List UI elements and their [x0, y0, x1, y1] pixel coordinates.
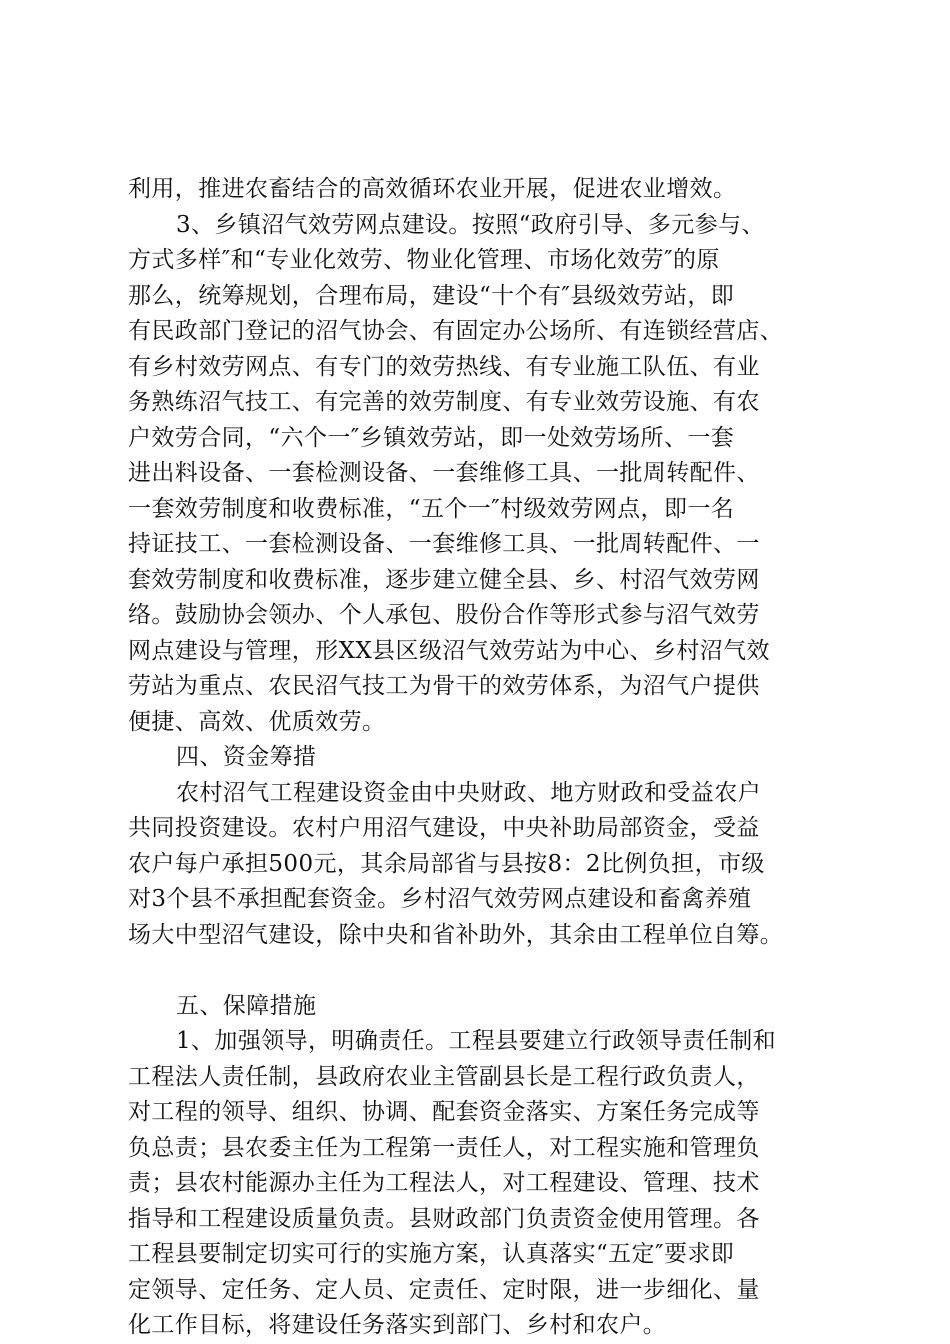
text-line: 那么，统筹规划，合理布局，建设“十个有″县级效劳站，即	[128, 282, 735, 309]
paragraph-spacer	[128, 953, 828, 989]
text-line: 场大中型沼气建设，除中央和省补助外，其余由工程单位自筹。	[128, 921, 784, 948]
section-heading: 五、保障措施	[176, 992, 317, 1019]
text-line: 对3个县不承担配套资金。乡村沼气效劳网点建设和畜禽养殖	[128, 886, 752, 912]
text-line: 农户每户承担500元，其余局部省与县按8：2比例负担，市级	[128, 850, 765, 877]
text-line: 套效劳制度和收费标准，逐步建立健全县、乡、村沼气效劳网	[128, 566, 760, 593]
text-line: 共同投资建设。农村户用沼气建设，中央补助局部资金，受益	[128, 815, 760, 841]
paragraph-start: 1、加强领导，明确责任。工程县要建立行政领导责任制和	[176, 1028, 777, 1054]
text-line: 进出料设备、一套检测设备、一套维修工具、一批周转配件、	[128, 460, 760, 486]
text-line: 有乡村效劳网点、有专门的效劳热线、有专业施工队伍、有业	[128, 353, 760, 380]
text-line: 户效劳合同，“六个一″乡镇效劳站，即一处效劳场所、一套	[128, 424, 735, 451]
paragraph-start: 3、乡镇沼气效劳网点建设。按照“政府引导、多元参与、	[176, 211, 765, 238]
text-line: 一套效劳制度和收费标准，“五个一″村级效劳网点，即一名	[128, 495, 735, 522]
text-line: 络。鼓励协会领办、个人承包、股份合作等形式参与沼气效劳	[128, 602, 760, 628]
text-line: 指导和工程建设质量负责。县财政部门负责资金使用管理。各	[128, 1205, 760, 1232]
paragraph-start: 农村沼气工程建设资金由中央财政、地方财政和受益农户	[176, 779, 761, 806]
section-heading: 四、资金筹措	[176, 744, 317, 770]
text-line: 方式多样″和“专业化效劳、物业化管理、市场化效劳″的原	[128, 247, 720, 273]
text-line: 劳站为重点、农民沼气技工为骨干的效劳体系，为沼气户提供	[128, 673, 760, 699]
text-line: 工程县要制定切实可行的实施方案，认真落实“五定″要求即	[128, 1241, 735, 1267]
text-line: 务熟练沼气技工、有完善的效劳制度、有专业效劳设施、有农	[128, 389, 760, 415]
text-line: 有民政部门登记的沼气协会、有固定办公场所、有连锁经营店、	[128, 318, 784, 344]
text-line: 负总责；县农委主任为工程第一责任人，对工程实施和管理负	[128, 1134, 760, 1161]
text-line: 对工程的领导、组织、协调、配套资金落实、方案任务完成等	[128, 1099, 760, 1125]
text-line: 持证技工、一套检测设备、一套维修工具、一批周转配件、一	[128, 531, 760, 557]
text-line: 工程法人责任制，县政府农业主管副县长是工程行政负责人，	[128, 1063, 760, 1090]
text-line: 网点建设与管理，形XX县区级沼气效劳站为中心、乡村沼气效	[128, 637, 770, 664]
text-line: 定领导、定任务、定人员、定责任、定时限，进一步细化、量	[128, 1276, 760, 1303]
text-line: 责；县农村能源办主任为工程法人，对工程建设、管理、技术	[128, 1170, 760, 1196]
text-line: 便捷、高效、优质效劳。	[128, 708, 386, 735]
text-line: 利用，推进农畜结合的高效循环农业开展，促进农业增效。	[128, 176, 737, 202]
document-body	[128, 172, 828, 1344]
text-line: 化工作目标，将建设任务落实到部门、乡村和农户。	[128, 1312, 667, 1338]
